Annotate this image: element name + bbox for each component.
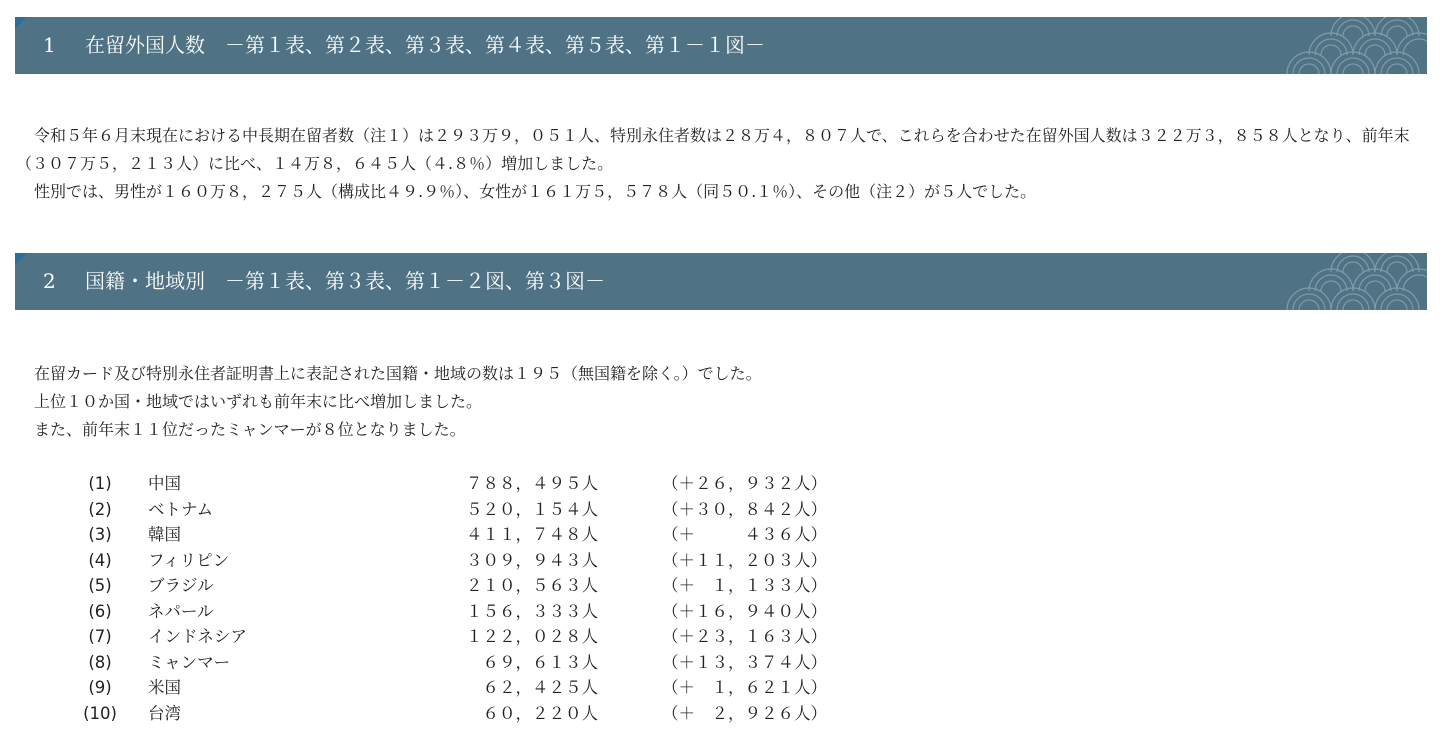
seigaiha-wave-icon bbox=[1277, 17, 1427, 74]
rank-number: (8) bbox=[88, 652, 112, 672]
paragraph: 性別では、男性が１６０万８，２７５人（構成比４９.９％）、女性が１６１万５，５７８人（同５０.１％）、その他（注２）が５人でした。 bbox=[34, 182, 1037, 201]
ranking-row bbox=[0, 471, 900, 497]
count-change: （＋ ４３６人） bbox=[662, 525, 827, 544]
country-name: 韓国 bbox=[148, 525, 181, 544]
count-change: （＋１１，２０３人） bbox=[662, 550, 827, 570]
count-change: （＋ １，６２１人） bbox=[662, 678, 827, 697]
resident-count: ６９，６１３人 bbox=[482, 652, 598, 672]
rank-number: (5) bbox=[88, 576, 112, 595]
ranking-row bbox=[0, 624, 900, 650]
country-name: 中国 bbox=[148, 474, 181, 493]
ranking-row bbox=[0, 522, 900, 548]
resident-count: ７８８，４９５人 bbox=[466, 474, 598, 493]
section-header-1 bbox=[15, 17, 1427, 74]
country-name: ネパール bbox=[148, 601, 214, 621]
country-name: 台湾 bbox=[148, 703, 181, 723]
ranking-row bbox=[0, 701, 900, 727]
ranking-row bbox=[0, 599, 900, 625]
resident-count: ５２０，１５４人 bbox=[466, 499, 598, 519]
resident-count: １２２，０２８人 bbox=[466, 627, 598, 646]
nationality-ranking-list bbox=[0, 471, 900, 726]
header-corner-accent bbox=[15, 17, 27, 29]
country-name: インドネシア bbox=[148, 627, 247, 646]
section-number: 2 bbox=[43, 269, 56, 293]
rank-number: (3) bbox=[88, 525, 112, 544]
ranking-row bbox=[0, 675, 900, 701]
paragraph: 上位１０か国・地域ではいずれも前年末に比べ増加しました。 bbox=[34, 392, 483, 411]
count-change: （＋１３，３７４人） bbox=[662, 652, 827, 672]
resident-count: ４１１，７４８人 bbox=[466, 525, 598, 544]
paragraph: また、前年末１１位だったミャンマーが８位となりました。 bbox=[34, 420, 466, 439]
section-2-body bbox=[16, 360, 1416, 444]
count-change: （＋ ２，９２６人） bbox=[662, 703, 827, 723]
country-name: ミャンマー bbox=[148, 652, 231, 672]
resident-count: １５６，３３３人 bbox=[466, 601, 598, 621]
rank-number: (4) bbox=[88, 550, 112, 570]
count-change: （＋３０，８４２人） bbox=[662, 499, 827, 519]
resident-count: ３０９，９４３人 bbox=[466, 550, 598, 570]
country-name: 米国 bbox=[148, 678, 181, 697]
section-1-body bbox=[16, 122, 1416, 206]
ranking-row bbox=[0, 650, 900, 676]
paragraph: 在留カード及び特別永住者証明書上に表記された国籍・地域の数は１９５（無国籍を除く。）でした。 bbox=[34, 364, 762, 383]
count-change: （＋ １，１３３人） bbox=[662, 576, 827, 595]
resident-count: ６２，４２５人 bbox=[482, 678, 598, 697]
count-change: （＋１６，９４０人） bbox=[662, 601, 827, 621]
country-name: ブラジル bbox=[148, 576, 214, 595]
ranking-row bbox=[0, 548, 900, 574]
section-title-text: 国籍・地域別 －第１表、第３表、第１－２図、第３図－ bbox=[85, 269, 605, 293]
paragraph: 令和５年６月末現在における中長期在留者数（注１）は２９３万９，０５１人、特別永住者数は２８万４，８０７人で、これらを合わせた在留外国人数は３２２万３，８５８人となり、前年末（３０７万５，２１３人）に比べ、１４万８，６４５人（４.８％）増加しました。 bbox=[16, 126, 1410, 173]
ranking-row bbox=[0, 497, 900, 523]
resident-count: ２１０，５６３人 bbox=[466, 576, 598, 595]
section-title bbox=[43, 17, 765, 74]
rank-number: (10) bbox=[83, 703, 117, 723]
rank-number: (2) bbox=[88, 499, 112, 519]
country-name: フィリピン bbox=[148, 550, 230, 570]
section-header-2 bbox=[15, 253, 1427, 310]
rank-number: (6) bbox=[88, 601, 112, 621]
rank-number: (9) bbox=[88, 678, 112, 697]
header-corner-accent bbox=[15, 253, 27, 265]
count-change: （＋２３，１６３人） bbox=[662, 627, 827, 646]
country-name: ベトナム bbox=[148, 499, 214, 519]
rank-number: (7) bbox=[88, 627, 112, 646]
section-number: 1 bbox=[43, 33, 56, 57]
ranking-row bbox=[0, 573, 900, 599]
rank-number: (1) bbox=[88, 474, 112, 493]
section-title-text: 在留外国人数 －第１表、第２表、第３表、第４表、第５表、第１－１図－ bbox=[85, 33, 765, 57]
count-change: （＋２６，９３２人） bbox=[662, 474, 827, 493]
section-title bbox=[43, 253, 605, 310]
resident-count: ６０，２２０人 bbox=[482, 703, 598, 723]
seigaiha-wave-icon bbox=[1277, 253, 1427, 310]
